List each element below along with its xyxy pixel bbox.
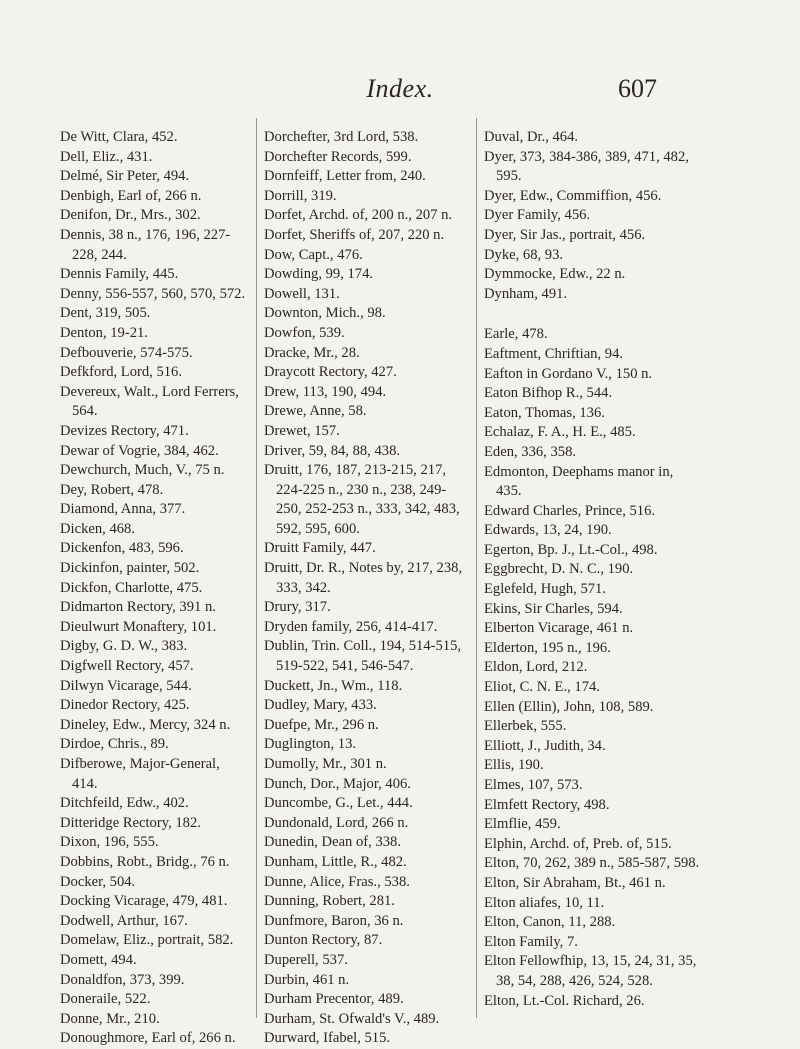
index-entry: Dewar of Vogrie, 384, 462. <box>60 442 219 459</box>
index-entry: Dublin, Trin. Coll., 194, 514-515, 519-522, 541, 546-547. <box>264 638 462 675</box>
index-entry: Elmflie, 459. <box>484 816 561 833</box>
index-entry: Dinedor Rectory, 425. <box>60 697 190 714</box>
index-entry: Dowfon, 539. <box>264 324 345 341</box>
index-entry: Docking Vicarage, 479, 481. <box>60 893 228 910</box>
index-entry: Didmarton Rectory, 391 n. <box>60 599 216 616</box>
index-entry: Dirdoe, Chris., 89. <box>60 736 169 753</box>
index-entry: Dorfet, Sheriffs of, 207, 220 n. <box>264 226 445 243</box>
index-entry: Durham, St. Ofwald's V., 489. <box>264 1010 440 1027</box>
index-entry: Dewchurch, Much, V., 75 n. <box>60 462 225 479</box>
index-entry: Dyer, Sir Jas., portrait, 456. <box>484 226 646 243</box>
index-entry: Dyer Family, 456. <box>484 207 591 224</box>
index-entry: Ellen (Ellin), John, 108, 589. <box>484 698 654 715</box>
index-entry: Ekins, Sir Charles, 594. <box>484 600 623 617</box>
index-entry: Drury, 317. <box>264 599 331 616</box>
index-entry: Duval, Dr., 464. <box>484 129 579 145</box>
index-entry: Dorchefter, 3rd Lord, 538. <box>264 129 419 145</box>
index-entry: Draycott Rectory, 427. <box>264 364 397 381</box>
index-entry: Dickenfon, 483, 596. <box>60 540 184 557</box>
index-entry: Dell, Eliz., 431. <box>60 148 153 165</box>
index-entry: Dobbins, Robt., Bridg., 76 n. <box>60 853 230 870</box>
index-entry: Delmé, Sir Peter, 494. <box>60 168 190 185</box>
index-entry: Dorrill, 319. <box>264 187 337 204</box>
index-entry: Echalaz, F. A., H. E., 485. <box>484 424 636 441</box>
index-entry: Dyer, Edw., Commiffion, 456. <box>484 187 662 204</box>
index-entry: Eldon, Lord, 212. <box>484 659 588 676</box>
index-entry: Elton Family, 7. <box>484 933 578 950</box>
index-entry: Egerton, Bp. J., Lt.-Col., 498. <box>484 541 658 558</box>
index-entry: Dymmocke, Edw., 22 n. <box>484 266 626 283</box>
index-entry: Durbin, 461 n. <box>264 971 350 988</box>
index-entry: Dynham, 491. <box>484 285 568 302</box>
index-entry: Doneraile, 522. <box>60 991 151 1008</box>
index-entry: Dennis Family, 445. <box>60 266 179 283</box>
page-title: Index. <box>366 74 434 103</box>
index-entry: Dey, Robert, 478. <box>60 481 164 498</box>
index-entry: Defkford, Lord, 516. <box>60 364 182 381</box>
index-entry: Earle, 478. <box>484 326 548 343</box>
index-entry: Dyer, 373, 384-386, 389, 471, 482, 595. <box>484 148 689 185</box>
index-entry: Donaldfon, 373, 399. <box>60 971 185 988</box>
index-entry: Dorfet, Archd. of, 200 n., 207 n. <box>264 207 453 224</box>
index-entry: Dunham, Little, R., 482. <box>264 853 407 870</box>
index-entry: Dorchefter Records, 599. <box>264 148 412 165</box>
index-entry: Dunne, Alice, Fras., 538. <box>264 873 410 890</box>
index-entry: Dudley, Mary, 433. <box>264 697 377 714</box>
index-entry: Dixon, 196, 555. <box>60 834 159 851</box>
index-entry: Drewe, Anne, 58. <box>264 403 367 420</box>
index-entry: Dunning, Robert, 281. <box>264 893 395 910</box>
index-entry: Dunton Rectory, 87. <box>264 932 383 949</box>
index-entry: Elton Fellowfhip, 13, 15, 24, 31, 35, 38, 54, 288, 426, 524, 528. <box>484 953 697 989</box>
index-entry: Durward, Ifabel, 515. <box>264 1030 391 1047</box>
index-entry: Denifon, Dr., Mrs., 302. <box>60 207 201 224</box>
index-entry: Elphin, Archd. of, Preb. of, 515. <box>484 835 672 852</box>
index-entry: Druitt, Dr. R., Notes by, 217, 238, 333, 342. <box>264 560 463 596</box>
index-entry: Duncombe, G., Let., 444. <box>264 795 413 812</box>
index-entry: Elmes, 107, 573. <box>484 777 583 793</box>
index-entry: Devizes Rectory, 471. <box>60 422 189 439</box>
index-entry: Edmonton, Deephams manor in, 435. <box>484 463 674 500</box>
index-entry: Eggbrecht, D. N. C., 190. <box>484 561 634 578</box>
index-entry: Dowell, 131. <box>264 285 340 302</box>
index-entry: Denbigh, Earl of, 266 n. <box>60 187 202 204</box>
column-divider <box>476 118 477 1018</box>
index-entry: Drew, 113, 190, 494. <box>264 383 387 400</box>
index-entry: Dunfmore, Baron, 36 n. <box>264 912 404 929</box>
index-entry: Driver, 59, 84, 88, 438. <box>264 442 401 459</box>
index-entry: Eliot, C. N. E., 174. <box>484 679 600 696</box>
index-entry: Elton, Canon, 11, 288. <box>484 914 616 931</box>
index-entry: Dodwell, Arthur, 167. <box>60 912 188 929</box>
index-entry: Difberowe, Major-General, 414. <box>60 756 220 792</box>
index-entry: Duefpe, Mr., 296 n. <box>264 716 379 733</box>
index-entry: Denny, 556-557, 560, 570, 572. <box>60 285 246 302</box>
index-entry: Defbouverie, 574-575. <box>60 344 193 361</box>
index-entry: Druitt, 176, 187, 213-215, 217, 224-225 n., 230 n., 238, 249-250, 252-253 n., 333, 342, 483, 592, 595, 600. <box>264 462 460 537</box>
index-entry: Elton, 70, 262, 389 n., 585-587, 598. <box>484 855 700 872</box>
index-entry: Dunedin, Dean of, 338. <box>264 834 401 851</box>
index-entry: Devereux, Walt., Lord Ferrers, 564. <box>60 383 239 420</box>
index-entry: Dryden family, 256, 414-417. <box>264 618 438 635</box>
index-entry: Duperell, 537. <box>264 951 348 968</box>
index-column-3 <box>484 128 700 1011</box>
index-entry: Edward Charles, Prince, 516. <box>484 502 656 519</box>
index-entry: Dornfeiff, Letter from, 240. <box>264 168 426 185</box>
page-number: 607 <box>618 74 657 103</box>
index-entry: Ellis, 190. <box>484 757 544 774</box>
index-entry: Digby, G. D. W., 383. <box>60 638 188 655</box>
index-entry: Elmfett Rectory, 498. <box>484 796 610 813</box>
index-entry: Elton aliafes, 10, 11. <box>484 894 605 911</box>
index-entry: Dicken, 468. <box>60 520 135 537</box>
index-entry: Dilwyn Vicarage, 544. <box>60 677 192 694</box>
index-entry: Elton, Sir Abraham, Bt., 461 n. <box>484 874 666 891</box>
index-entry: Dineley, Edw., Mercy, 324 n. <box>60 716 231 733</box>
index-entry: Dow, Capt., 476. <box>264 246 363 263</box>
index-entry: Eaton Bifhop R., 544. <box>484 385 613 402</box>
index-entry: Dowding, 99, 174. <box>264 266 374 283</box>
column-divider <box>256 118 257 1018</box>
index-entry: Ditchfeild, Edw., 402. <box>60 795 189 812</box>
index-entry: Dumolly, Mr., 301 n. <box>264 756 387 772</box>
index-entry: Duglington, 13. <box>264 736 357 753</box>
page-header <box>0 74 800 114</box>
index-entry: Dieulwurt Monaftery, 101. <box>60 618 217 635</box>
index-entry: Duckett, Jn., Wm., 118. <box>264 677 403 694</box>
index-entry: Elderton, 195 n., 196. <box>484 639 611 656</box>
index-column-2 <box>264 128 469 1049</box>
index-entry: Digfwell Rectory, 457. <box>60 658 194 675</box>
index-entry: Ditteridge Rectory, 182. <box>60 814 201 831</box>
index-entry: Eglefeld, Hugh, 571. <box>484 581 606 598</box>
index-entry: Downton, Mich., 98. <box>264 305 386 322</box>
index-entry: De Witt, Clara, 452. <box>60 129 178 145</box>
index-entry: Donoughmore, Earl of, 266 n. <box>60 1030 236 1047</box>
index-entry: Dundonald, Lord, 266 n. <box>264 814 409 831</box>
index-entry: Elton, Lt.-Col. Richard, 26. <box>484 992 645 1009</box>
index-entry: Eden, 336, 358. <box>484 443 577 460</box>
index-entry: Dracke, Mr., 28. <box>264 344 360 361</box>
index-entry: Eaton, Thomas, 136. <box>484 404 605 421</box>
index-entry: Dickinfon, painter, 502. <box>60 560 200 577</box>
index-entry: Donne, Mr., 210. <box>60 1010 160 1027</box>
index-entry: Elberton Vicarage, 461 n. <box>484 620 634 637</box>
index-entry: Dyke, 68, 93. <box>484 246 564 263</box>
index-entry: Edwards, 13, 24, 190. <box>484 522 612 539</box>
index-entry: Denton, 19-21. <box>60 324 148 341</box>
index-entry: Ellerbek, 555. <box>484 718 567 735</box>
index-column-1 <box>60 128 248 1049</box>
index-entry: Dickfon, Charlotte, 475. <box>60 579 203 596</box>
index-entry: Durham Precentor, 489. <box>264 991 404 1008</box>
index-entry: Domelaw, Eliz., portrait, 582. <box>60 932 234 949</box>
index-entry: Druitt Family, 447. <box>264 540 376 557</box>
index-entry: Diamond, Anna, 377. <box>60 501 186 518</box>
index-entry: Eaftment, Chriftian, 94. <box>484 345 624 362</box>
index-entry: Elliott, J., Judith, 34. <box>484 737 606 754</box>
index-entry: Domett, 494. <box>60 951 137 968</box>
index-entry: Dennis, 38 n., 176, 196, 227-228, 244. <box>60 226 231 263</box>
index-entry: Dent, 319, 505. <box>60 305 151 322</box>
index-entry: Drewet, 157. <box>264 422 340 439</box>
index-entry: Eafton in Gordano V., 150 n. <box>484 365 653 382</box>
section-gap <box>484 304 700 325</box>
index-entry: Docker, 504. <box>60 873 136 890</box>
index-entry: Dunch, Dor., Major, 406. <box>264 775 411 792</box>
